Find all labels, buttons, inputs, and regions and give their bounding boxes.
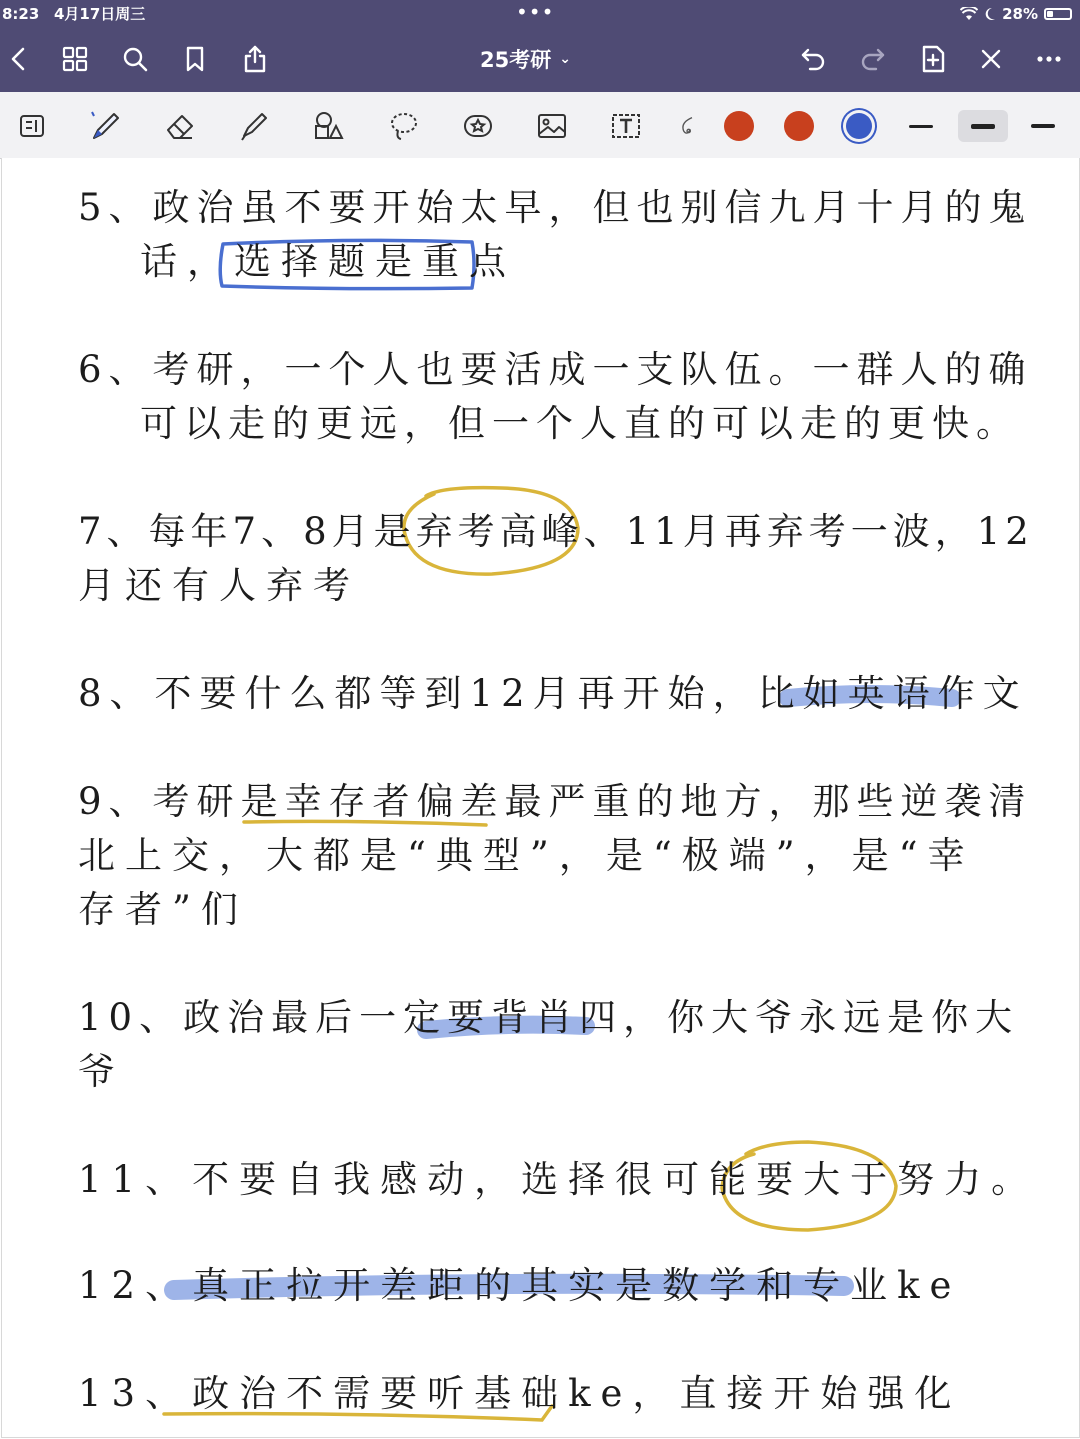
wifi-icon	[960, 7, 978, 21]
multitasking-dots[interactable]: •••	[516, 0, 555, 24]
image-tool-icon[interactable]	[530, 104, 574, 148]
read-mode-icon[interactable]	[10, 104, 54, 148]
document-title-text: 25考研	[480, 48, 552, 72]
note-line-10b: 爷	[78, 1050, 125, 1093]
stroke-width-thick[interactable]	[1018, 110, 1068, 142]
status-time: 8:23	[2, 5, 40, 23]
note-line-9b: 北上交，大都是“典型”，是“极端”，是“幸	[78, 834, 975, 877]
text-tool-icon[interactable]	[604, 104, 648, 148]
search-icon[interactable]	[118, 42, 152, 76]
top-bar	[0, 0, 1080, 92]
shapes-tool-icon[interactable]	[306, 104, 350, 148]
color-swatch-red-1[interactable]	[724, 111, 754, 141]
status-date: 4月17日周三	[54, 5, 146, 23]
status-bar	[0, 0, 1080, 28]
close-pen-icon[interactable]	[974, 42, 1008, 76]
drawing-toolbar	[0, 92, 1080, 159]
pen-tool-icon[interactable]	[84, 104, 128, 148]
sticker-tool-icon[interactable]	[456, 104, 500, 148]
status-right	[960, 0, 1072, 28]
stroke-width-thin[interactable]	[896, 110, 946, 142]
stroke-width-medium[interactable]	[958, 110, 1008, 142]
add-page-icon[interactable]	[916, 42, 950, 76]
share-icon[interactable]	[238, 42, 272, 76]
grid-icon[interactable]	[58, 42, 92, 76]
note-line-9a: 9、考研是幸存者偏差最严重的地方，那些逆袭清	[78, 780, 1033, 823]
lasso-tool-icon[interactable]	[382, 104, 426, 148]
battery-percent: 28%	[1002, 5, 1038, 23]
bookmark-icon[interactable]	[178, 42, 212, 76]
note-line-5a: 5、政治虽不要开始太早，但也别信九月十月的鬼	[78, 186, 1033, 229]
note-line-11: 11、不要自我感动，选择很可能要大于努力。	[78, 1158, 1039, 1201]
note-line-9c: 存者”们	[78, 888, 248, 931]
note-line-7a: 7、每年7、8月是弃考高峰、11月再弃考一波，12	[78, 510, 1034, 553]
note-line-6a: 6、考研，一个人也要活成一支队伍。一群人的确	[78, 348, 1033, 391]
note-line-10a: 10、政治最后一定要背肖四，你大爷永远是你大	[78, 996, 1020, 1039]
note-line-13: 13、政治不需要听基础ke，直接开始强化	[78, 1372, 962, 1415]
more-icon[interactable]	[1032, 42, 1066, 76]
nav-bar	[0, 28, 1080, 92]
color-swatch-blue[interactable]	[846, 113, 872, 139]
note-line-7b: 月还有人弃考	[78, 564, 360, 607]
note-line-12: 12、真正拉开差距的其实是数学和专业ke	[78, 1264, 962, 1307]
eraser-tool-icon[interactable]	[158, 104, 202, 148]
chevron-down-icon: ⌄	[559, 51, 571, 67]
battery-icon	[1044, 8, 1072, 20]
undo-icon[interactable]	[796, 42, 830, 76]
note-line-8: 8、不要什么都等到12月再开始，比如英语作文	[78, 672, 1028, 715]
battery-fill	[1047, 11, 1053, 17]
moon-icon	[984, 7, 996, 21]
highlighter-tool-icon[interactable]	[232, 104, 276, 148]
laser-pointer-icon[interactable]	[672, 104, 702, 148]
document-title[interactable]	[480, 44, 571, 74]
back-icon[interactable]	[2, 42, 36, 76]
note-page[interactable]	[1, 158, 1080, 1438]
color-swatch-red-2[interactable]	[784, 111, 814, 141]
note-line-6b: 可以走的更远，但一个人直的可以走的更快。	[140, 402, 1020, 445]
note-line-5b: 话，选择题是重点	[140, 240, 516, 283]
redo-icon[interactable]	[856, 42, 890, 76]
